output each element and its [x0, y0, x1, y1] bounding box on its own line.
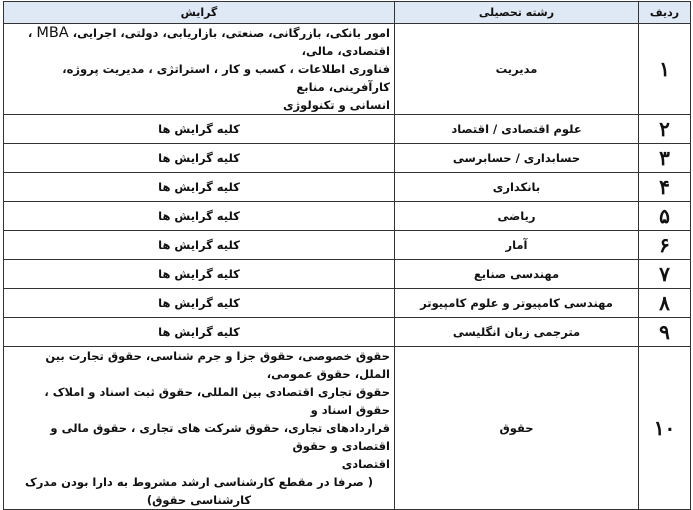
table-row: [4, 24, 691, 115]
specialization-cell: کلیه گرایش ها: [4, 144, 395, 173]
table-row: [4, 347, 691, 510]
row-number: ۴: [639, 173, 691, 202]
field-name: ریاضی: [395, 202, 639, 231]
row-number: ۳: [639, 144, 691, 173]
specialization-cell: کلیه گرایش ها: [4, 231, 395, 260]
specialization-line: قراردادهای تجاری، حقوق شرکت های تجاری ، حقوق مالی و اقتصادی و حقوق: [50, 421, 390, 453]
field-name: مدیریت: [395, 24, 639, 115]
row-number: ۲: [639, 115, 691, 144]
table-row: [4, 115, 691, 144]
specialization-cell: [4, 347, 395, 510]
field-name: آمار: [395, 231, 639, 260]
header-row: [4, 2, 691, 24]
field-name: حقوق: [395, 347, 639, 510]
header-specialization: گرایش: [4, 2, 395, 24]
specialization-cell: کلیه گرایش ها: [4, 202, 395, 231]
field-name: مهندسی کامپیوتر و علوم کامپیوتر: [395, 289, 639, 318]
table-row: [4, 318, 691, 347]
field-name: حسابداری / حسابرسی: [395, 144, 639, 173]
fields-table: [3, 1, 691, 510]
specialization-cell: [4, 24, 395, 115]
row-number: ۱: [639, 24, 691, 115]
specialization-line: انسانی و تکنولوژی: [283, 98, 390, 112]
mba-token: MBA: [36, 25, 69, 41]
header-field: رشته تحصیلی: [395, 2, 639, 24]
row-number: ۵: [639, 202, 691, 231]
specialization-cell: کلیه گرایش ها: [4, 318, 395, 347]
table-row: [4, 260, 691, 289]
specialization-cell: کلیه گرایش ها: [4, 173, 395, 202]
law-note: ( صرفا در مقطع کارشناسی ارشد مشروط به دارا بودن مدرک کارشناسی حقوق): [25, 475, 373, 507]
row-number: ۹: [639, 318, 691, 347]
row-number: ۶: [639, 231, 691, 260]
specialization-line: اقتصادی: [341, 457, 390, 471]
specialization-cell: کلیه گرایش ها: [4, 289, 395, 318]
table-row: [4, 289, 691, 318]
specialization-cell: کلیه گرایش ها: [4, 260, 395, 289]
table-row: [4, 173, 691, 202]
specialization-cell: کلیه گرایش ها: [4, 115, 395, 144]
specialization-line: امور بانکی، بازرگانی، صنعتی، بازاریابی، دولتی، اجرایی، MBA ، اقتصادی، مالی،: [27, 25, 390, 58]
specialization-line: حقوق خصوصی، حقوق جزا و جرم شناسی، حقوق تجارت بین الملل، حقوق عمومی،: [45, 349, 390, 381]
field-name: علوم اقتصادی / اقتصاد: [395, 115, 639, 144]
specialization-line: حقوق تجاری اقتصادی بین المللی، حقوق ثبت اسناد و املاک ، حقوق اسناد و: [44, 385, 390, 417]
header-row-no: ردیف: [639, 2, 691, 24]
table-row: [4, 202, 691, 231]
row-number: ۷: [639, 260, 691, 289]
field-name: بانکداری: [395, 173, 639, 202]
row-number: ۱۰: [639, 347, 691, 510]
row-number: ۸: [639, 289, 691, 318]
specialization-line: فناوری اطلاعات ، کسب و کار ، استراتژی ، مدیریت پروژه، کارآفرینی، منابع: [62, 62, 390, 94]
table-row: [4, 231, 691, 260]
table-row: [4, 144, 691, 173]
field-name: مترجمی زبان انگلیسی: [395, 318, 639, 347]
field-name: مهندسی صنایع: [395, 260, 639, 289]
